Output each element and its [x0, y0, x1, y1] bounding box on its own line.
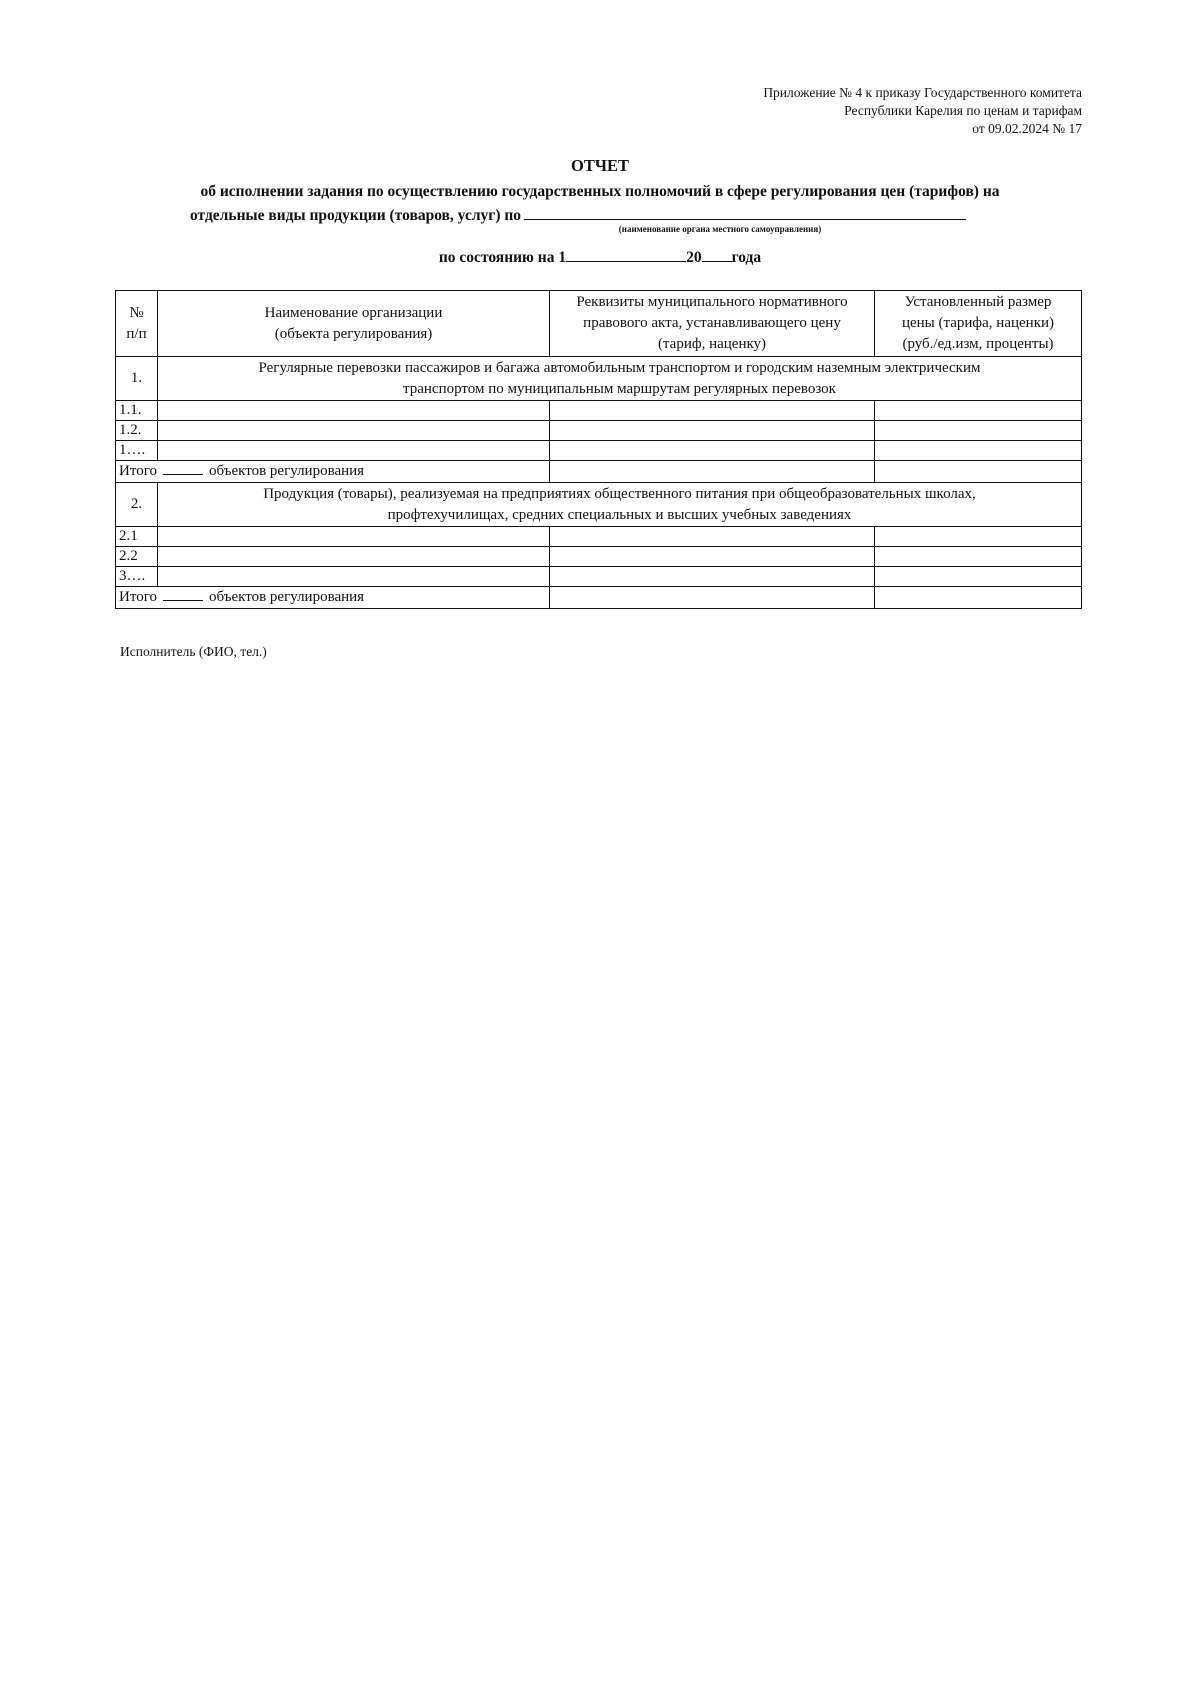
legal-act-cell[interactable]	[550, 567, 875, 587]
authority-caption: (наименование органа местного самоуправления)	[618, 224, 822, 234]
header-act-line-3: (тариф, наценку)	[657, 336, 767, 352]
header-price-line-2: цены (тарифа, наценки)	[901, 315, 1055, 331]
authority-name-field[interactable]	[524, 205, 966, 220]
report-table	[115, 290, 1082, 609]
legal-act-cell[interactable]	[550, 547, 875, 567]
section-number: 1.	[116, 357, 158, 401]
section-row	[116, 483, 1082, 527]
table-row	[116, 567, 1082, 587]
row-number: 3….	[116, 567, 158, 587]
as-of-suffix: года	[731, 249, 762, 266]
attachment-line-1: Приложение № 4 к приказу Государственного комитета	[763, 85, 1082, 100]
legal-act-cell[interactable]	[550, 527, 875, 547]
price-cell[interactable]	[875, 441, 1082, 461]
subtitle-line-2-text: отдельные виды продукции (товаров, услуг) по	[190, 207, 522, 224]
header-price-line-3: (руб./ед.изм, проценты)	[902, 336, 1054, 352]
total-row	[116, 587, 1082, 609]
section-title-line-1: Продукция (товары), реализуемая на предприятиях общественного питания при общеобразовательных школах,	[263, 485, 976, 502]
as-of-date-field[interactable]	[566, 248, 686, 262]
attachment-line-3: от 09.02.2024 № 17	[972, 121, 1082, 136]
header-num	[116, 291, 158, 357]
section-row	[116, 357, 1082, 401]
price-cell[interactable]	[875, 527, 1082, 547]
organization-cell[interactable]	[158, 441, 550, 461]
section-title-line-1: Регулярные перевозки пассажиров и багажа автомобильным транспортом и городским наземным электрическим	[258, 359, 981, 376]
organization-cell[interactable]	[158, 547, 550, 567]
organization-cell[interactable]	[158, 401, 550, 421]
total-count-field[interactable]	[163, 588, 203, 601]
price-cell[interactable]	[875, 401, 1082, 421]
section-number: 2.	[116, 483, 158, 527]
total-price-cell[interactable]	[875, 587, 1082, 609]
executor-line: Исполнитель (ФИО, тел.)	[120, 644, 267, 659]
attachment-note	[662, 84, 1082, 138]
section-title-line-2: профтехучилищах, средних специальных и высших учебных заведениях	[387, 506, 852, 523]
organization-cell[interactable]	[158, 567, 550, 587]
header-num-line-1: №	[129, 304, 144, 321]
legal-act-cell[interactable]	[550, 401, 875, 421]
header-price-line-1: Установленный размер	[904, 294, 1052, 310]
as-of-year-prefix: 20	[686, 249, 702, 266]
row-number: 2.2	[116, 547, 158, 567]
table-header-row	[116, 291, 1082, 357]
header-act-line-2: правового акта, устанавливающего цену	[583, 315, 841, 331]
section-title-line-2: транспортом по муниципальным маршрутам регулярных перевозок	[403, 380, 836, 397]
table-row	[116, 527, 1082, 547]
price-cell[interactable]	[875, 567, 1082, 587]
as-of-prefix: по состоянию на 1	[438, 249, 567, 266]
header-legal-act	[550, 291, 875, 357]
organization-cell[interactable]	[158, 421, 550, 441]
header-org-line-2: (объекта регулирования)	[274, 325, 433, 342]
header-price	[875, 291, 1082, 357]
total-price-cell[interactable]	[875, 461, 1082, 483]
row-number: 2.1	[116, 527, 158, 547]
header-organization	[158, 291, 550, 357]
subtitle-line-1: об исполнении задания по осуществлению государственных полномочий в сфере регулирования цен (тарифов) на	[200, 183, 1000, 200]
total-label	[116, 587, 550, 609]
subtitle-line-2	[190, 205, 966, 226]
table-row	[116, 401, 1082, 421]
price-cell[interactable]	[875, 421, 1082, 441]
row-number: 1.1.	[116, 401, 158, 421]
organization-cell[interactable]	[158, 527, 550, 547]
header-act-line-1: Реквизиты муниципального нормативного	[576, 294, 848, 310]
legal-act-cell[interactable]	[550, 441, 875, 461]
price-cell[interactable]	[875, 547, 1082, 567]
table-row	[116, 547, 1082, 567]
section-title	[158, 483, 1082, 527]
total-prefix: Итого	[119, 589, 157, 605]
total-count-field[interactable]	[163, 462, 203, 475]
total-legal-act-cell[interactable]	[550, 587, 875, 609]
total-suffix: объектов регулирования	[208, 589, 365, 605]
table-row	[116, 421, 1082, 441]
document-title: ОТЧЕТ	[571, 156, 629, 175]
row-number: 1….	[116, 441, 158, 461]
table-row	[116, 441, 1082, 461]
attachment-line-2: Республики Карелия по ценам и тарифам	[844, 103, 1082, 118]
row-number: 1.2.	[116, 421, 158, 441]
header-org-line-1: Наименование организации	[264, 304, 443, 321]
as-of-year-field[interactable]	[702, 248, 732, 262]
total-legal-act-cell[interactable]	[550, 461, 875, 483]
as-of-line	[0, 248, 1200, 268]
total-label	[116, 461, 550, 483]
legal-act-cell[interactable]	[550, 421, 875, 441]
total-row	[116, 461, 1082, 483]
total-suffix: объектов регулирования	[208, 463, 365, 479]
total-prefix: Итого	[119, 463, 157, 479]
section-title	[158, 357, 1082, 401]
header-num-line-2: п/п	[126, 325, 147, 342]
